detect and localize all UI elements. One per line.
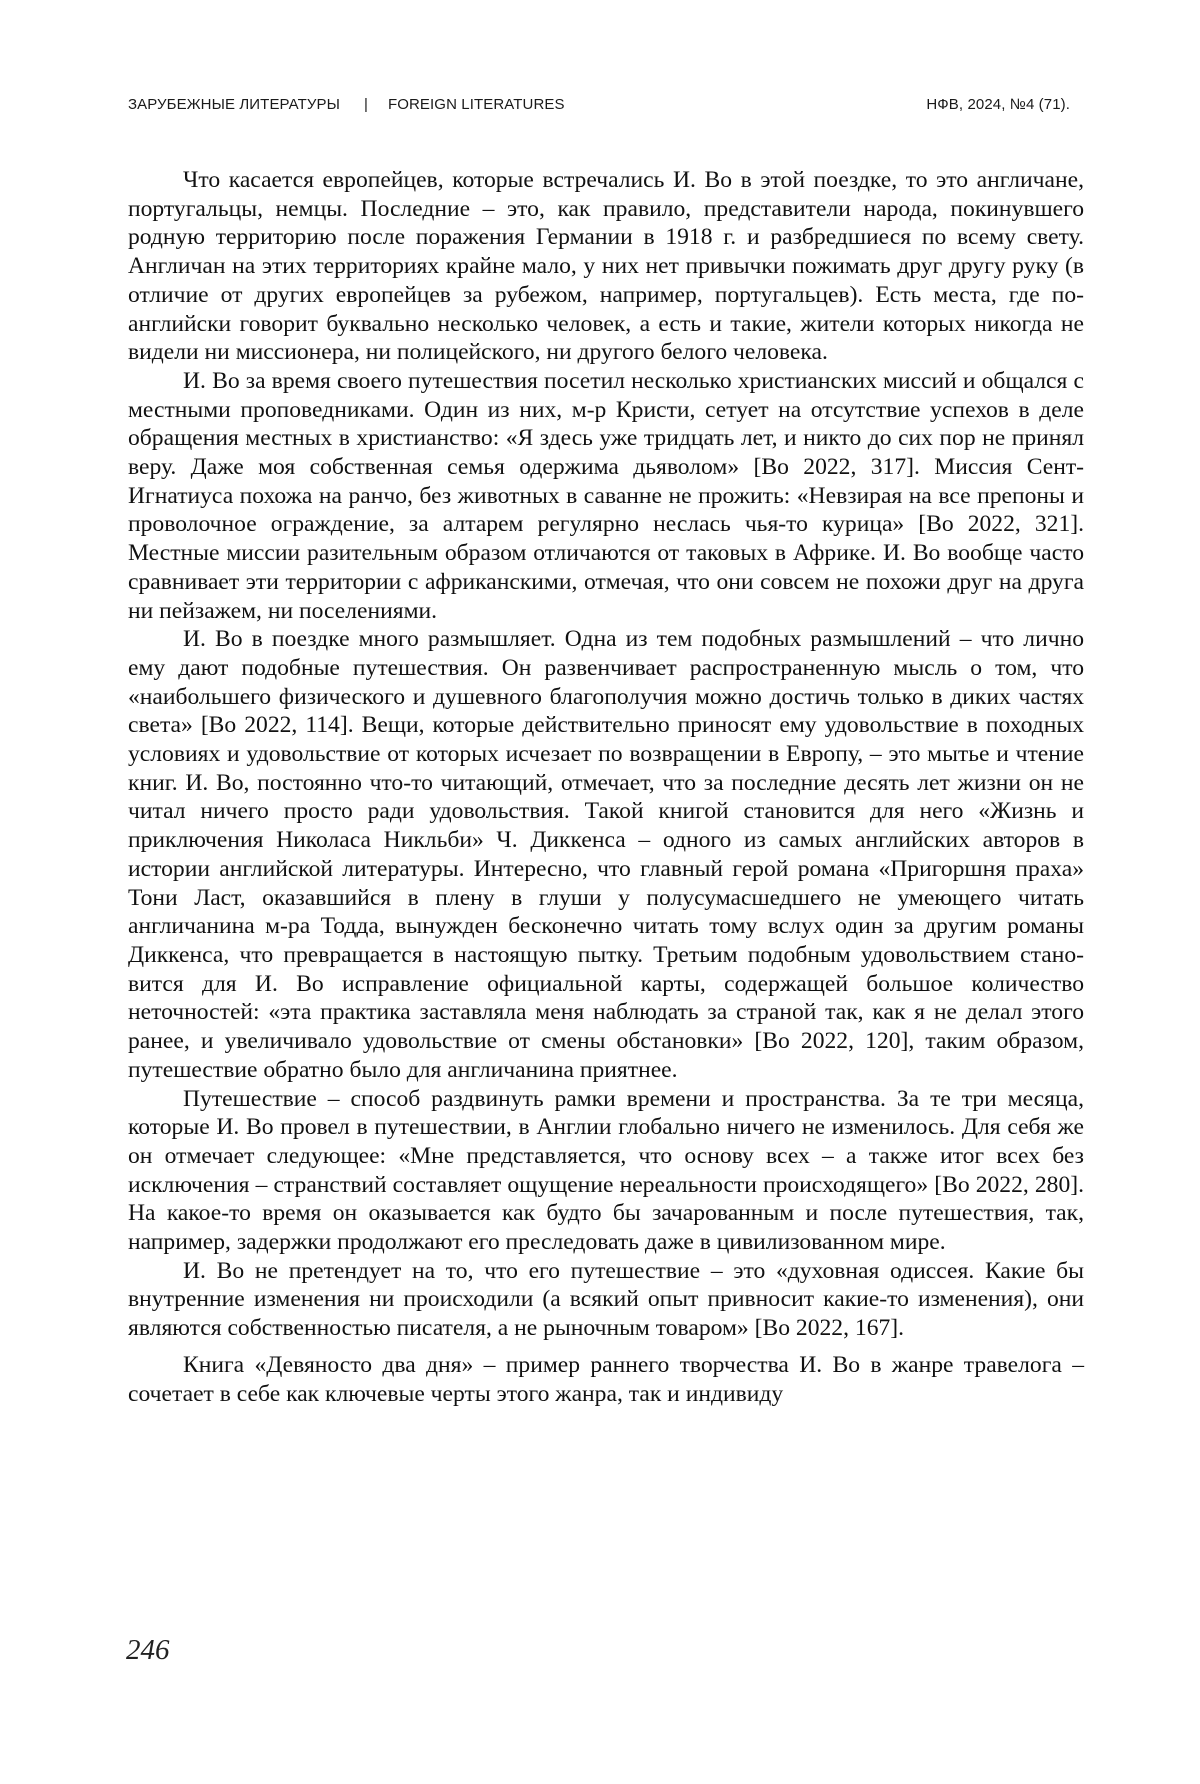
paragraph: Путешествие – способ раздвинуть рамки времени и пространства. За те три месяца, которые И. Во провел в путешествии, в Англии глобально ничего не изменилось. Для себя же он отмечает следующее: «Мне представляется, что основу всех – а также итог всех без исключения – странствий составляет ощущение нереальности происходящего» [Во 2022, 280]. На какое-то время он оказывается как будто бы зачарованным и после путешествия, так, например, задержки продолжают его преследовать даже в цивилизованном мире. <box>128 1085 1084 1256</box>
article-body <box>128 166 1084 1408</box>
paragraph: Что касается европейцев, которые встречались И. Во в этой поездке, то это англичане, португальцы, немцы. Последние – это, как правило, представители народа, покинувшего родную территорию после поражения Германии в 1918 г. и разбредшиеся по всему свету. Англичан на этих территориях крайне мало, у них нет привычки пожимать друг другу руку (в отличие от других европейцев за рубежом, например, португальцев). Есть места, где по-английски говорит буквально несколько человек, а есть и такие, жители которых никогда не видели ни миссионера, ни полицейского, ни другого белого человека. <box>128 167 1084 366</box>
page-number: 246 <box>126 1634 170 1666</box>
running-header <box>128 96 1070 116</box>
running-header-section <box>128 96 565 113</box>
section-title-ru: ЗАРУБЕЖНЫЕ ЛИТЕРАТУРЫ <box>128 96 340 113</box>
paragraph: И. Во за время своего путешествия посетил несколько христианских миссий и общался с местными проповедниками. Один из них, м-р Кристи, сетует на отсутствие успехов в деле обращения местных в христианство: «Я здесь уже тридцать лет, и никто до сих пор не принял веру. Даже моя собственная семья одержима дьяволом» [Во 2022, 317]. Миссия Сент-Игнатиуса похожа на ранчо, без животных в саванне не прожить: «Невзирая на все препоны и проволочное ограждение, за алтарем регулярно неслась чья-то курица» [Во 2022, 321]. Местные миссии разительным образом отличаются от таковых в Африке. И. Во вообще часто сравнивает эти территории с африканскими, отмечая, что они совсем не похожи друг на друга ни пейзажем, ни поселениями. <box>128 367 1084 624</box>
paragraph: И. Во не претендует на то, что его путешествие – это «духовная одиссея. Какие бы внутренние изменения ни происходили (а всякий опыт привносит какие-то изменения), они являются собственностью писателя, а не рыночным товаром» [Во 2022, 167]. <box>128 1257 1084 1342</box>
section-title-en: FOREIGN LITERATURES <box>387 96 565 113</box>
journal-issue: НФВ, 2024, №4 (71). <box>926 96 1070 113</box>
paragraph: И. Во в поездке много размышляет. Одна из тем подобных размышлений – что лично ему дают подобные путешествия. Он развенчивает распространенную мысль о том, что «наибольшего физического и душевного благополучия можно достичь только в диких частях света» [Во 2022, 114]. Вещи, которые действительно приносят ему удовольствие в походных условиях и удовольствие от которых исчезает по возвращении в Европу, – это мытье и чтение книг. И. Во, постоянно что-то читающий, отмечает, что за последние десять лет жизни он не читал ничего просто ради удовольствия. Такой книгой становится для него «Жизнь и приключения Николаса Никльби» Ч. Диккенса – одного из самых английских авторов в истории английской литературы. Интересно, что главный герой романа «Пригоршня праха» Тони Ласт, оказавшийся в плену в глуши у полусумасшедшего не умеющего читать англичанина м-ра Тодда, вынужден бесконечно читать тому вслух один за другим романы Диккенса, что превращается в настоящую пытку. Третьим подобным удовольствием становится для И. Во исправление официальной карты, содержащей большое количество неточностей: «эта практика заставляла меня наблюдать за страной так, как я не делал этого ранее, и увеличивало удовольствие от смены обстановки» [Во 2022, 120], таким образом, путешествие обратно было для англичанина приятнее. <box>128 626 1084 1083</box>
header-separator: | <box>363 96 368 113</box>
paragraph: Книга «Девяносто два дня» – пример раннего творчества И. Во в жанре травелога – сочетает в себе как ключевые черты этого жанра, так и индивиду <box>128 1351 1084 1407</box>
